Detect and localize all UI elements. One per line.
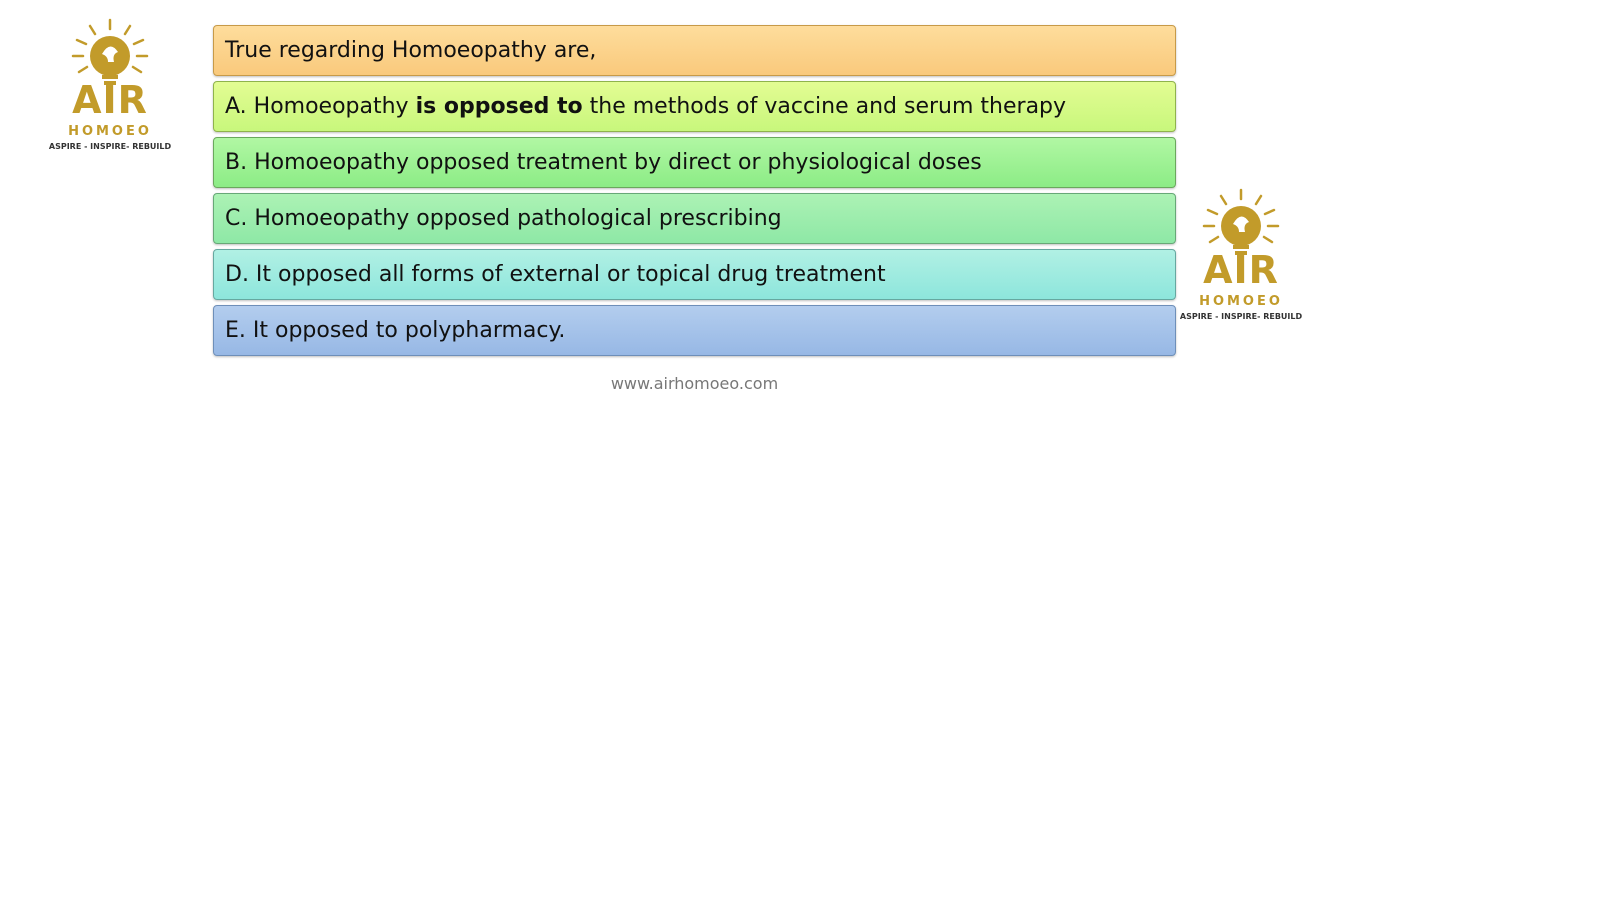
- option-a-post: the methods of vaccine and serum therapy: [582, 94, 1067, 119]
- lightbulb-sun-icon: [1176, 186, 1306, 256]
- option-b-text: B. Homoeopathy opposed treatment by direct or physiological doses: [225, 150, 982, 175]
- question-panel: [213, 25, 1176, 361]
- lightbulb-sun-icon: [45, 16, 175, 86]
- logo-homoeo-text: HOMOEO: [1199, 294, 1283, 309]
- option-a-bold: is opposed to: [415, 94, 583, 119]
- logo-air-text: AIR: [1203, 248, 1279, 292]
- option-d[interactable]: [213, 249, 1176, 300]
- logo-air-text: AIR: [72, 78, 148, 122]
- option-b[interactable]: [213, 137, 1176, 188]
- logo-tagline: ASPIRE - INSPIRE- REBUILD: [1179, 312, 1303, 321]
- logo-tagline: ASPIRE - INSPIRE- REBUILD: [48, 142, 172, 151]
- website-url: www.airhomoeo.com: [610, 374, 779, 393]
- option-e-text: E. It opposed to polypharmacy.: [225, 318, 566, 343]
- air-homoeo-logo-secondary: [1176, 186, 1306, 336]
- option-d-text: D. It opposed all forms of external or topical drug treatment: [225, 262, 886, 287]
- option-e[interactable]: [213, 305, 1176, 356]
- option-c[interactable]: [213, 193, 1176, 244]
- question-title: [213, 25, 1176, 76]
- question-text: True regarding Homoeopathy are,: [225, 38, 597, 63]
- option-a-pre: A. Homoeopathy: [225, 94, 416, 119]
- air-homoeo-logo: [45, 16, 175, 166]
- option-a[interactable]: [213, 81, 1176, 132]
- logo-homoeo-text: HOMOEO: [68, 124, 152, 139]
- option-c-text: C. Homoeopathy opposed pathological prescribing: [225, 206, 782, 231]
